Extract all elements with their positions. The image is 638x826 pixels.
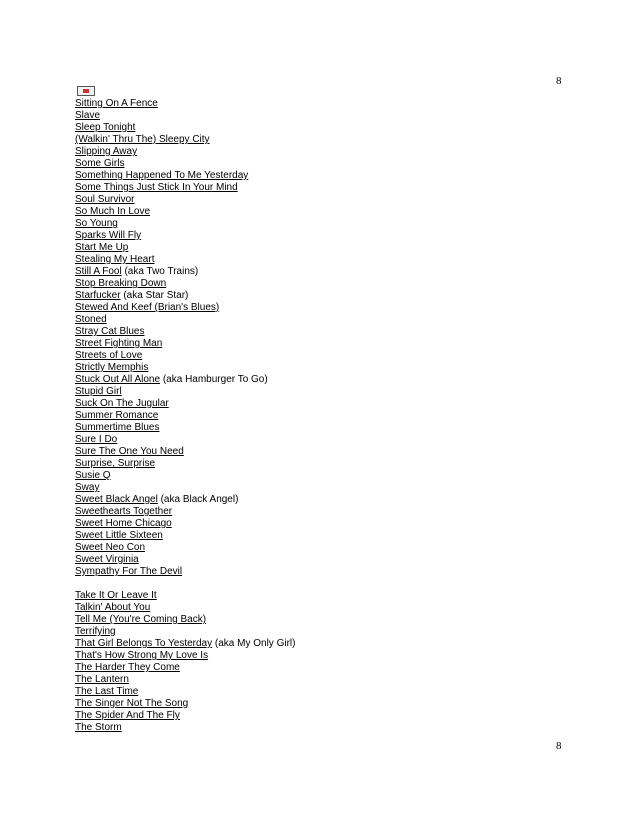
song-title-link[interactable]: Tell Me (You're Coming Back): [75, 614, 207, 625]
song-list-item: [75, 146, 295, 158]
song-title-link[interactable]: Summer Romance: [75, 410, 159, 421]
song-list-item: [75, 338, 295, 350]
song-title-link[interactable]: The Storm: [75, 722, 122, 733]
song-title-link[interactable]: Something Happened To Me Yesterday: [75, 170, 249, 181]
song-title-link[interactable]: Terrifying: [75, 626, 116, 637]
song-title-link[interactable]: Sympathy For The Devil: [75, 566, 183, 577]
song-list-item: [75, 434, 295, 446]
song-title-link[interactable]: Sure The One You Need: [75, 446, 184, 457]
song-list-item: [75, 662, 295, 674]
song-list-item: [75, 494, 295, 506]
song-title-link[interactable]: Stewed And Keef (Brian's Blues): [75, 302, 220, 313]
song-title-link[interactable]: Sweet Neo Con: [75, 542, 146, 553]
song-title-link[interactable]: Take It Or Leave It: [75, 590, 157, 601]
song-list-item: [75, 626, 295, 638]
song-title-link[interactable]: The Harder They Come: [75, 662, 180, 673]
song-aka-note: (aka Hamburger To Go): [160, 374, 268, 385]
song-list: [75, 98, 295, 734]
song-list-item: [75, 230, 295, 242]
song-list-item: [75, 530, 295, 542]
song-list-item: [75, 110, 295, 122]
song-list-item: [75, 350, 295, 362]
song-title-link[interactable]: Slipping Away: [75, 146, 138, 157]
song-list-item: [75, 398, 295, 410]
song-list-item: [75, 710, 295, 722]
song-list-item: [75, 674, 295, 686]
song-list-item: [75, 614, 295, 626]
song-title-link[interactable]: Stuck Out All Alone: [75, 374, 161, 385]
song-title-link[interactable]: Street Fighting Man: [75, 338, 163, 349]
song-title-link[interactable]: Start Me Up: [75, 242, 129, 253]
song-list-item: [75, 362, 295, 374]
song-list-item: [75, 326, 295, 338]
song-list-item: [75, 506, 295, 518]
song-list-item: [75, 374, 295, 386]
song-aka-note: (aka Black Angel): [157, 494, 239, 505]
song-title-link[interactable]: Summertime Blues: [75, 422, 160, 433]
song-title-link[interactable]: So Much In Love: [75, 206, 151, 217]
song-list-item: [75, 98, 295, 110]
song-title-link[interactable]: Sweet Little Sixteen: [75, 530, 163, 541]
song-list-item: [75, 194, 295, 206]
song-list-item: [75, 158, 295, 170]
song-title-link[interactable]: Sleep Tonight: [75, 122, 136, 133]
song-title-link[interactable]: Still A Fool: [75, 266, 122, 277]
song-list-item: [75, 242, 295, 254]
song-list-item: [75, 386, 295, 398]
song-list-item: [75, 518, 295, 530]
song-title-link[interactable]: That's How Strong My Love Is: [75, 650, 209, 661]
song-title-link[interactable]: Streets of Love: [75, 350, 143, 361]
song-list-item: [75, 314, 295, 326]
song-list-item: [75, 542, 295, 554]
song-title-link[interactable]: The Singer Not The Song: [75, 698, 189, 709]
song-title-link[interactable]: Surprise, Surprise: [75, 458, 156, 469]
mail-envelope-icon[interactable]: [77, 86, 95, 96]
song-list-item: [75, 254, 295, 266]
list-spacer: [75, 578, 295, 590]
song-list-item: [75, 446, 295, 458]
song-list-item: [75, 554, 295, 566]
song-list-item: [75, 590, 295, 602]
song-title-link[interactable]: Soul Survivor: [75, 194, 135, 205]
song-title-link[interactable]: The Last Time: [75, 686, 139, 697]
song-list-item: [75, 302, 295, 314]
page-number-top: 8: [556, 75, 562, 87]
song-title-link[interactable]: Sweet Virginia: [75, 554, 139, 565]
song-list-item: [75, 722, 295, 734]
song-title-link[interactable]: Strictly Memphis: [75, 362, 149, 373]
song-aka-note: (aka Two Trains): [121, 266, 199, 277]
song-title-link[interactable]: The Lantern: [75, 674, 129, 685]
song-list-item: [75, 638, 295, 650]
song-list-item: [75, 470, 295, 482]
song-title-link[interactable]: Suck On The Jugular: [75, 398, 169, 409]
song-title-link[interactable]: Talkin' About You: [75, 602, 151, 613]
song-list-item: [75, 122, 295, 134]
song-title-link[interactable]: Stealing My Heart: [75, 254, 155, 265]
song-title-link[interactable]: Sweet Black Angel: [75, 494, 158, 505]
song-title-link[interactable]: That Girl Belongs To Yesterday: [75, 638, 213, 649]
song-list-item: [75, 458, 295, 470]
song-list-item: [75, 170, 295, 182]
song-title-link[interactable]: (Walkin' Thru The) Sleepy City: [75, 134, 210, 145]
song-list-item: [75, 698, 295, 710]
song-title-link[interactable]: Some Girls: [75, 158, 125, 169]
song-title-link[interactable]: Starfucker: [75, 290, 121, 301]
song-list-item: [75, 182, 295, 194]
song-list-item: [75, 602, 295, 614]
song-list-item: [75, 290, 295, 302]
song-list-item: [75, 482, 295, 494]
song-list-item: [75, 422, 295, 434]
song-title-link[interactable]: Sweet Home Chicago: [75, 518, 172, 529]
song-list-item: [75, 134, 295, 146]
song-title-link[interactable]: Sway: [75, 482, 100, 493]
song-list-item: [75, 266, 295, 278]
song-title-link[interactable]: Slave: [75, 110, 101, 121]
song-title-link[interactable]: Stray Cat Blues: [75, 326, 145, 337]
song-title-link[interactable]: Stupid Girl: [75, 386, 122, 397]
song-aka-note: (aka Star Star): [120, 290, 189, 301]
song-aka-note: (aka My Only Girl): [212, 638, 296, 649]
page-number-bottom: 8: [556, 740, 562, 752]
song-list-item: [75, 410, 295, 422]
song-title-link[interactable]: So Young: [75, 218, 118, 229]
song-title-link[interactable]: Sitting On A Fence: [75, 98, 158, 109]
song-list-item: [75, 566, 295, 578]
song-title-link[interactable]: Stoned: [75, 314, 107, 325]
song-list-item: [75, 686, 295, 698]
song-title-link[interactable]: Stop Breaking Down: [75, 278, 167, 289]
song-title-link[interactable]: Some Things Just Stick In Your Mind: [75, 182, 238, 193]
song-title-link[interactable]: Susie Q: [75, 470, 111, 481]
song-title-link[interactable]: Sure I Do: [75, 434, 118, 445]
song-title-link[interactable]: The Spider And The Fly: [75, 710, 180, 721]
song-list-item: [75, 650, 295, 662]
song-list-item: [75, 206, 295, 218]
song-list-item: [75, 218, 295, 230]
song-list-item: [75, 278, 295, 290]
song-title-link[interactable]: Sparks Will Fly: [75, 230, 142, 241]
song-title-link[interactable]: Sweethearts Together: [75, 506, 173, 517]
